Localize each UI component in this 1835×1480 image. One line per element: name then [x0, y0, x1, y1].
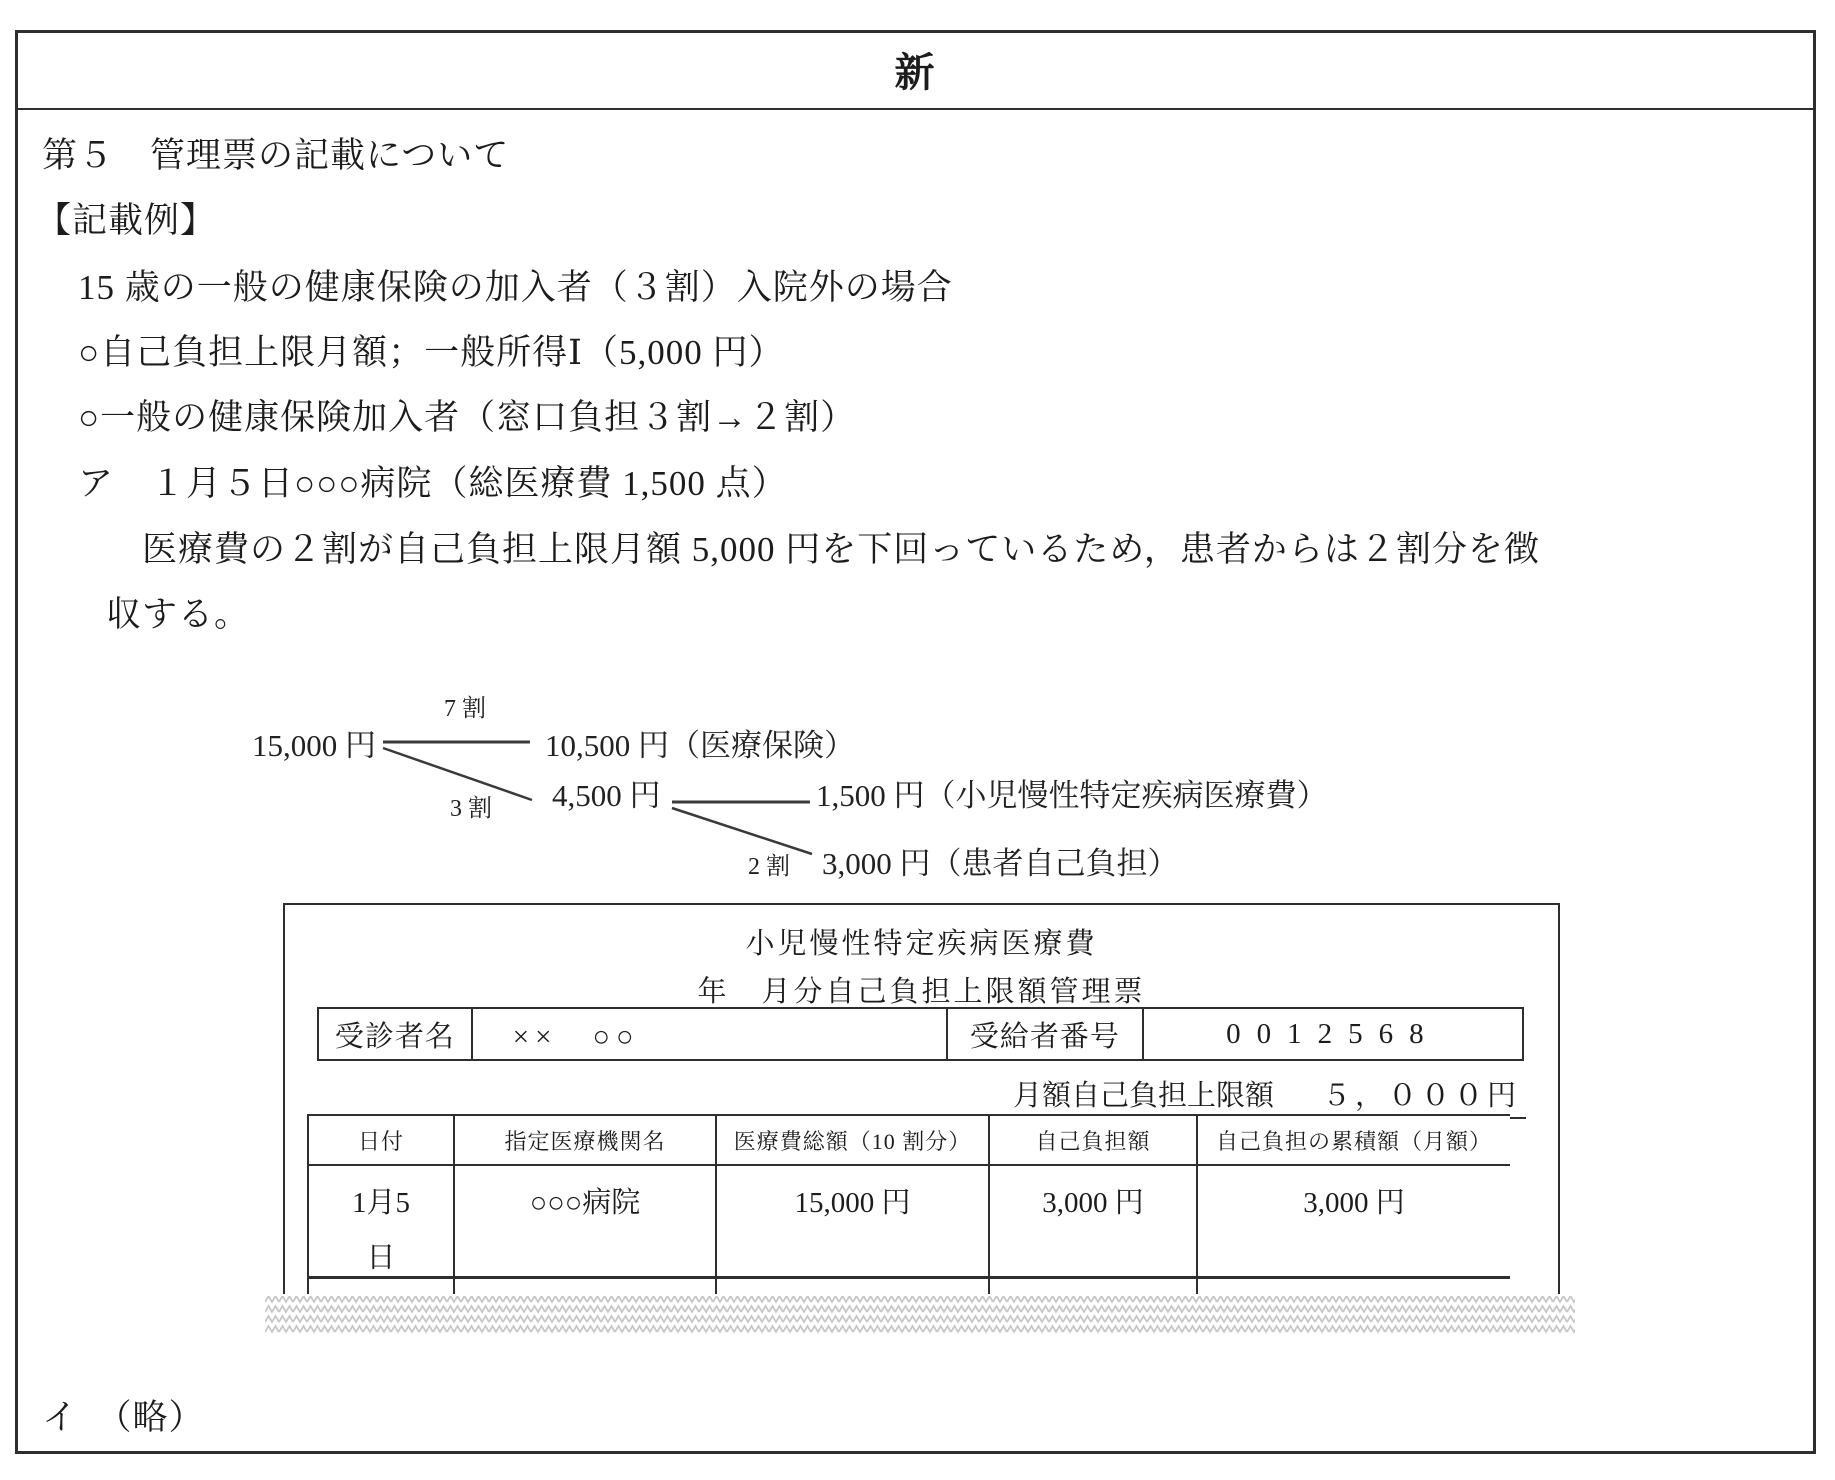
- fee-table-wrapper: [307, 1114, 1510, 1310]
- patient-name-label: 受診者名: [334, 1020, 455, 1053]
- cell-total-amount: 15,000 円: [716, 1165, 989, 1278]
- cell-cumulative-amount: 3,000 円: [1197, 1165, 1510, 1278]
- diagram-30pct-label: 3 割: [450, 796, 492, 822]
- body-line-explanation-2: 収する。: [106, 595, 251, 634]
- recipient-number-label: 受給者番号: [946, 1009, 1142, 1059]
- patient-name-value: ×× ○○: [471, 1009, 946, 1059]
- body-line-explanation-1: 医療費の２割が自己負担上限月額 5,000 円を下回っているため，患者からは２割分を徴: [142, 530, 1540, 569]
- form-title: 小児慢性特定疾病医療費: [745, 928, 1098, 960]
- page-header-label: 新: [894, 49, 937, 95]
- monthly-limit-value: ５，０００円: [1321, 1080, 1520, 1112]
- monthly-limit-line: [1007, 1073, 1526, 1119]
- header-bar: [15, 30, 1816, 110]
- body-line-case: 15 歳の一般の健康保険の加入者（３割）入院外の場合: [78, 268, 953, 307]
- cell-date: [308, 1165, 454, 1278]
- cell-date-line1: 1月5: [351, 1187, 410, 1219]
- section-heading: 第５ 管理票の記載について: [42, 136, 510, 175]
- diagram-patient-amount: 3,000 円（患者自己負担）: [822, 846, 1179, 881]
- body-line-limit: ○自己負担上限月額；一般所得Ⅰ（5,000 円）: [78, 333, 785, 372]
- torn-edge-decoration: [265, 1294, 1575, 1338]
- cell-date-line2: 日: [366, 1242, 396, 1274]
- fee-breakdown-diagram: [200, 680, 1630, 900]
- footer-note: イ （略）: [42, 1398, 205, 1437]
- monthly-limit-label: 月額自己負担上限額: [1012, 1080, 1274, 1112]
- col-header-hospital: 指定医療機関名: [454, 1115, 716, 1165]
- fee-table-row-1: [308, 1165, 1510, 1278]
- example-label: 【記載例】: [36, 201, 217, 240]
- cell-copay-amount: 3,000 円: [989, 1165, 1197, 1278]
- col-header-cumulative: 自己負担の累積額（月額）: [1197, 1115, 1510, 1165]
- diagram-total-amount: 15,000 円: [252, 728, 376, 763]
- body-line-item-a: ア １月５日○○○病院（総医療費 1,500 点）: [78, 464, 788, 503]
- fee-table-header-row: [308, 1115, 1510, 1165]
- diagram-20pct-label: 2 割: [748, 854, 790, 880]
- recipient-number-value: 0012568: [1142, 1009, 1522, 1059]
- col-header-date: 日付: [308, 1115, 454, 1165]
- cell-hospital: ○○○病院: [454, 1165, 716, 1278]
- body-line-insured: ○一般の健康保険加入者（窓口負担３割→２割）: [78, 398, 857, 437]
- fee-table: [307, 1114, 1510, 1310]
- diagram-copay-amount: 4,500 円: [552, 778, 661, 813]
- management-form: [283, 903, 1560, 1310]
- diagram-subsidy-amount: 1,500 円（小児慢性特定疾病医療費）: [816, 778, 1328, 813]
- diagram-insurance-amount: 10,500 円（医療保険）: [545, 728, 855, 763]
- patient-info-row: [317, 1007, 1524, 1061]
- col-header-copay: 自己負担額: [989, 1115, 1197, 1165]
- form-subtitle: 年 月分自己負担上限額管理票: [697, 976, 1146, 1008]
- diagram-70pct-label: 7 割: [444, 696, 486, 722]
- col-header-total: 医療費総額（10 割分）: [716, 1115, 989, 1165]
